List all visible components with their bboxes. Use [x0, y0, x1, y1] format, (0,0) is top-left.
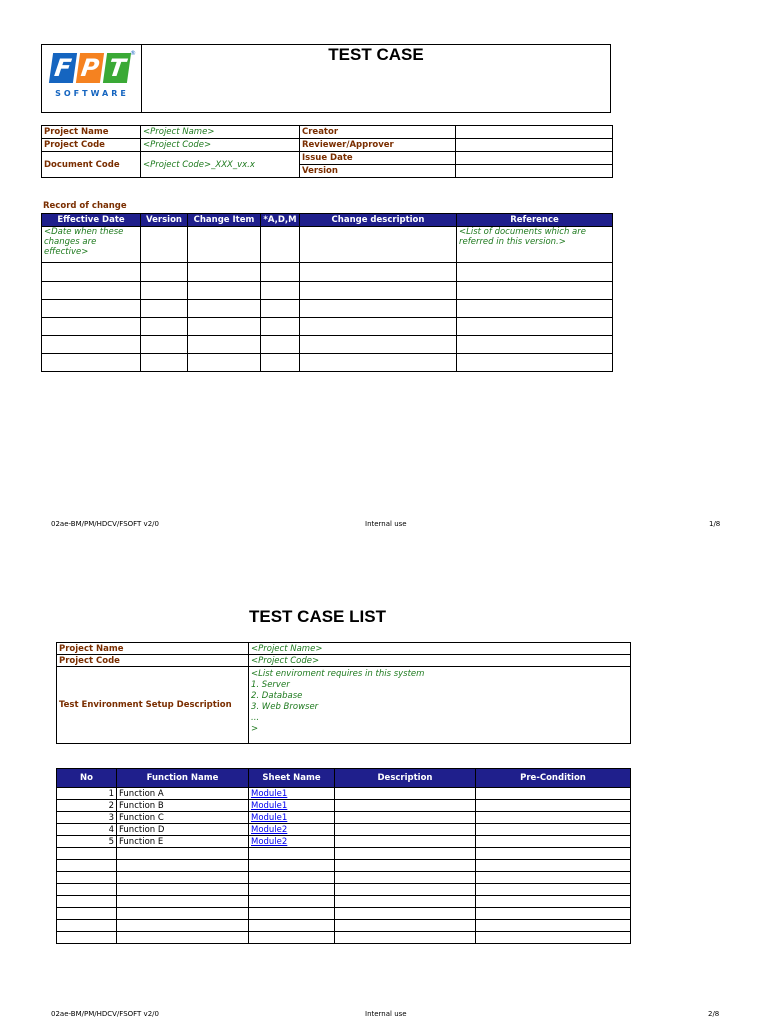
table-cell[interactable]: [57, 884, 117, 896]
table-row: [57, 848, 631, 860]
table-cell[interactable]: [457, 263, 613, 282]
table-cell[interactable]: [42, 336, 141, 354]
table-cell[interactable]: [300, 227, 457, 263]
table-cell[interactable]: [42, 300, 141, 318]
record-of-change-table: [41, 213, 613, 372]
table-cell[interactable]: [261, 227, 300, 263]
table-cell[interactable]: [476, 836, 631, 848]
list-project-code-label: Project Code: [57, 655, 249, 667]
table-row: [57, 896, 631, 908]
table-cell[interactable]: [249, 860, 335, 872]
table-cell[interactable]: [141, 300, 188, 318]
table-cell[interactable]: [335, 884, 476, 896]
table-cell[interactable]: [476, 860, 631, 872]
table-cell[interactable]: [57, 920, 117, 932]
table-cell[interactable]: [42, 318, 141, 336]
table-cell[interactable]: [249, 920, 335, 932]
table-row: [57, 872, 631, 884]
logo-letter-p: P: [76, 53, 104, 83]
row-sheet-link[interactable]: [249, 812, 335, 824]
col-adm: *A,D,M: [261, 214, 300, 227]
table-cell[interactable]: [141, 318, 188, 336]
table-row: [42, 354, 613, 372]
project-code-label: Project Code: [42, 139, 141, 152]
table-cell[interactable]: [335, 824, 476, 836]
env-line: ...: [251, 713, 260, 723]
footer-page-number: 1/8: [709, 520, 721, 528]
row-no: 3: [57, 812, 117, 824]
table-cell[interactable]: [261, 354, 300, 372]
table-cell[interactable]: [188, 336, 261, 354]
table-cell[interactable]: [476, 884, 631, 896]
list-page-title: TEST CASE LIST: [249, 607, 386, 626]
row-function-name: Function D: [117, 824, 249, 836]
table-row: [57, 824, 631, 836]
table-cell[interactable]: [300, 336, 457, 354]
row-sheet-link[interactable]: [249, 824, 335, 836]
table-cell[interactable]: [335, 836, 476, 848]
table-cell[interactable]: [261, 318, 300, 336]
sheet-link[interactable]: Module2: [251, 836, 288, 847]
env-line: 2. Database: [251, 691, 303, 701]
table-row: [57, 908, 631, 920]
col-reference: Reference: [457, 214, 613, 227]
row-no: 4: [57, 824, 117, 836]
sheet-link[interactable]: Module1: [251, 812, 288, 823]
list-project-code-value[interactable]: <Project Code>: [249, 655, 631, 667]
version-value[interactable]: [456, 165, 613, 178]
logo-subtext: SOFTWARE: [55, 89, 129, 98]
table-cell[interactable]: [249, 848, 335, 860]
table-cell[interactable]: [249, 896, 335, 908]
test-environment-label: Test Environment Setup Description: [57, 667, 249, 744]
env-line: >: [251, 724, 259, 734]
table-cell[interactable]: [261, 336, 300, 354]
table-row: [57, 812, 631, 824]
table-cell[interactable]: [476, 800, 631, 812]
table-cell[interactable]: [457, 282, 613, 300]
col-change-description: Change description: [300, 214, 457, 227]
table-cell[interactable]: [476, 824, 631, 836]
table-cell[interactable]: [42, 354, 141, 372]
row-function-name: Function C: [117, 812, 249, 824]
table-row: [42, 227, 613, 263]
table-cell[interactable]: [300, 300, 457, 318]
reviewer-approver-label: Reviewer/Approver: [300, 139, 456, 152]
table-row: [57, 836, 631, 848]
table-cell[interactable]: [476, 920, 631, 932]
project-name-label: Project Name: [42, 126, 141, 139]
project-name-value[interactable]: <Project Name>: [141, 126, 300, 139]
table-cell[interactable]: [249, 908, 335, 920]
table-cell[interactable]: [188, 318, 261, 336]
table-row: [42, 318, 613, 336]
issue-date-label: Issue Date: [300, 152, 456, 165]
logo-letter-t: T: [103, 53, 131, 83]
col-no: No: [57, 769, 117, 788]
table-row: [42, 263, 613, 282]
table-cell[interactable]: [335, 872, 476, 884]
table-cell[interactable]: [300, 282, 457, 300]
table-cell[interactable]: [141, 263, 188, 282]
row-sheet-link[interactable]: [249, 800, 335, 812]
table-cell[interactable]: [261, 282, 300, 300]
project-code-value[interactable]: <Project Code>: [141, 139, 300, 152]
col-sheet-name: Sheet Name: [249, 769, 335, 788]
table-cell[interactable]: [476, 812, 631, 824]
table-cell[interactable]: [57, 848, 117, 860]
creator-label: Creator: [300, 126, 456, 139]
reviewer-approver-value[interactable]: [456, 139, 613, 152]
env-line: 3. Web Browser: [251, 702, 319, 712]
row-function-name: Function E: [117, 836, 249, 848]
table-cell[interactable]: [57, 896, 117, 908]
table-cell[interactable]: [335, 800, 476, 812]
table-cell[interactable]: [300, 263, 457, 282]
project-info-table: [41, 125, 613, 178]
table-cell[interactable]: [141, 227, 188, 263]
fpt-logo: [49, 50, 136, 103]
table-cell[interactable]: [261, 263, 300, 282]
table-cell[interactable]: [476, 908, 631, 920]
row-no: 1: [57, 788, 117, 800]
table-cell[interactable]: [335, 812, 476, 824]
table-cell[interactable]: [261, 300, 300, 318]
col-version: Version: [141, 214, 188, 227]
sheet-link[interactable]: Module1: [251, 800, 288, 811]
table-cell[interactable]: [117, 932, 249, 944]
env-line: 1. Server: [251, 680, 290, 690]
table-row: [42, 300, 613, 318]
table-cell[interactable]: [117, 860, 249, 872]
footer-center: Internal use: [365, 1010, 407, 1018]
col-pre-condition: Pre-Condition: [476, 769, 631, 788]
list-project-name-label: Project Name: [57, 643, 249, 655]
document-code-label: Document Code: [42, 152, 141, 178]
footer-center: Internal use: [365, 520, 407, 528]
table-cell[interactable]: [141, 354, 188, 372]
sheet-link[interactable]: Module1: [251, 788, 288, 799]
table-cell[interactable]: [476, 872, 631, 884]
row-function-name: Function B: [117, 800, 249, 812]
page-title: TEST CASE: [328, 45, 424, 64]
table-row: [57, 800, 631, 812]
col-function-name: Function Name: [117, 769, 249, 788]
table-cell[interactable]: [57, 872, 117, 884]
table-cell[interactable]: [42, 263, 141, 282]
table-cell[interactable]: [188, 282, 261, 300]
document-code-value[interactable]: <Project Code>_XXX_vx.x: [141, 152, 300, 178]
row-no: 2: [57, 800, 117, 812]
table-cell[interactable]: [335, 908, 476, 920]
footer-left: 02ae-BM/PM/HDCV/FSOFT v2/0: [51, 520, 159, 528]
env-line: <List enviroment requires in this system: [251, 669, 425, 679]
table-cell[interactable]: [249, 884, 335, 896]
table-cell[interactable]: [476, 896, 631, 908]
table-cell[interactable]: [117, 848, 249, 860]
table-cell[interactable]: [457, 318, 613, 336]
table-cell[interactable]: [141, 282, 188, 300]
sheet-link[interactable]: Module2: [251, 824, 288, 835]
row-function-name: Function A: [117, 788, 249, 800]
table-cell[interactable]: [476, 788, 631, 800]
row-no: 5: [57, 836, 117, 848]
title-box: [41, 44, 611, 113]
footer-page-number: 2/8: [708, 1010, 720, 1018]
test-environment-value[interactable]: [249, 667, 631, 744]
table-cell[interactable]: [117, 884, 249, 896]
logo-letter-f: F: [49, 53, 77, 83]
footer-left: 02ae-BM/PM/HDCV/FSOFT v2/0: [51, 1010, 159, 1018]
table-cell[interactable]: [117, 920, 249, 932]
list-project-name-value[interactable]: <Project Name>: [249, 643, 631, 655]
table-cell[interactable]: [117, 872, 249, 884]
logo-registered-mark: ®: [130, 50, 136, 57]
effective-date-cell[interactable]: <Date when these changes are effective>: [42, 227, 141, 263]
table-row: [57, 932, 631, 944]
table-cell[interactable]: [476, 932, 631, 944]
table-cell[interactable]: [476, 848, 631, 860]
table-cell[interactable]: [188, 227, 261, 263]
table-cell[interactable]: [335, 788, 476, 800]
creator-value[interactable]: [456, 126, 613, 139]
table-cell[interactable]: [117, 896, 249, 908]
table-cell[interactable]: [300, 318, 457, 336]
table-row: [57, 884, 631, 896]
col-description: Description: [335, 769, 476, 788]
table-row: [57, 920, 631, 932]
table-cell[interactable]: [188, 263, 261, 282]
table-cell[interactable]: [249, 872, 335, 884]
record-of-change-title: Record of change: [43, 201, 127, 211]
version-label: Version: [300, 165, 456, 178]
table-cell[interactable]: [335, 860, 476, 872]
table-cell[interactable]: [57, 908, 117, 920]
issue-date-value[interactable]: [456, 152, 613, 165]
table-cell[interactable]: [300, 354, 457, 372]
list-info-table: [56, 642, 631, 744]
reference-cell[interactable]: <List of documents which are referred in this version.>: [457, 227, 613, 263]
table-cell[interactable]: [249, 932, 335, 944]
table-cell[interactable]: [188, 300, 261, 318]
table-cell[interactable]: [335, 896, 476, 908]
row-sheet-link[interactable]: [249, 836, 335, 848]
table-cell[interactable]: [117, 908, 249, 920]
table-cell[interactable]: [57, 860, 117, 872]
table-row: [57, 788, 631, 800]
table-row: [57, 860, 631, 872]
table-cell[interactable]: [141, 336, 188, 354]
col-change-item: Change Item: [188, 214, 261, 227]
table-cell[interactable]: [335, 920, 476, 932]
table-cell[interactable]: [42, 282, 141, 300]
row-sheet-link[interactable]: [249, 788, 335, 800]
table-row: [42, 282, 613, 300]
table-cell[interactable]: [188, 354, 261, 372]
test-case-list-table: [56, 768, 631, 944]
table-row: [42, 336, 613, 354]
col-effective-date: Effective Date: [42, 214, 141, 227]
table-cell[interactable]: [457, 300, 613, 318]
logo-cell: [42, 45, 142, 112]
table-cell[interactable]: [335, 932, 476, 944]
table-cell[interactable]: [457, 336, 613, 354]
table-cell[interactable]: [457, 354, 613, 372]
table-cell[interactable]: [335, 848, 476, 860]
table-cell[interactable]: [57, 932, 117, 944]
